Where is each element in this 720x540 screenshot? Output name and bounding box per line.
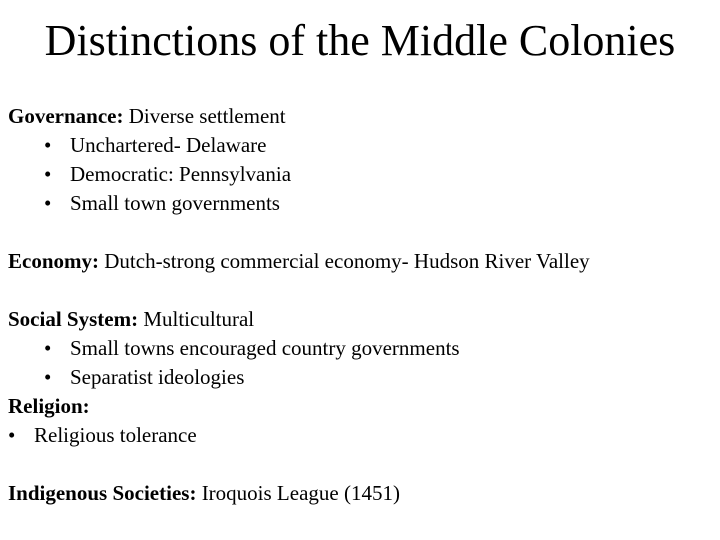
bullet-icon: • <box>44 162 52 186</box>
indigenous-line <box>8 479 708 508</box>
list-item <box>8 189 708 218</box>
governance-line <box>8 102 708 131</box>
indigenous-text: Iroquois League (1451) <box>196 481 400 505</box>
bullet-icon: • <box>44 365 52 389</box>
bullet-icon: • <box>44 336 52 360</box>
religion-line <box>8 392 708 421</box>
indigenous-label: Indigenous Societies: <box>8 481 197 505</box>
list-item <box>8 131 708 160</box>
governance-bullet-text: Democratic: Pennsylvania <box>70 162 292 186</box>
social-system-line <box>8 305 708 334</box>
economy-text: Dutch-strong commercial economy- Hudson River Valley <box>99 249 590 273</box>
social-system-bullet-text: Separatist ideologies <box>70 365 245 389</box>
economy-line <box>8 247 708 276</box>
list-item <box>8 334 708 363</box>
social-system-bullet-text: Small towns encouraged country governments <box>70 336 460 360</box>
bullet-icon: • <box>8 423 16 447</box>
spacer <box>8 276 708 305</box>
spacer <box>8 450 708 479</box>
social-system-text: Multicultural <box>138 307 255 331</box>
religion-label: Religion: <box>8 394 90 418</box>
spacer <box>8 218 708 247</box>
social-system-label: Social System: <box>8 307 139 331</box>
slide-title: Distinctions of the Middle Colonies <box>44 16 676 65</box>
list-item <box>8 421 708 450</box>
bullet-icon: • <box>44 133 52 157</box>
slide-body <box>8 102 708 508</box>
governance-text: Diverse settlement <box>123 104 286 128</box>
bullet-icon: • <box>44 191 52 215</box>
religion-bullet-text: Religious tolerance <box>34 423 197 447</box>
list-item <box>8 363 708 392</box>
list-item <box>8 160 708 189</box>
economy-label: Economy: <box>8 249 99 273</box>
governance-bullet-text: Small town governments <box>70 191 280 215</box>
governance-label: Governance: <box>8 104 124 128</box>
governance-bullet-text: Unchartered- Delaware <box>70 133 267 157</box>
